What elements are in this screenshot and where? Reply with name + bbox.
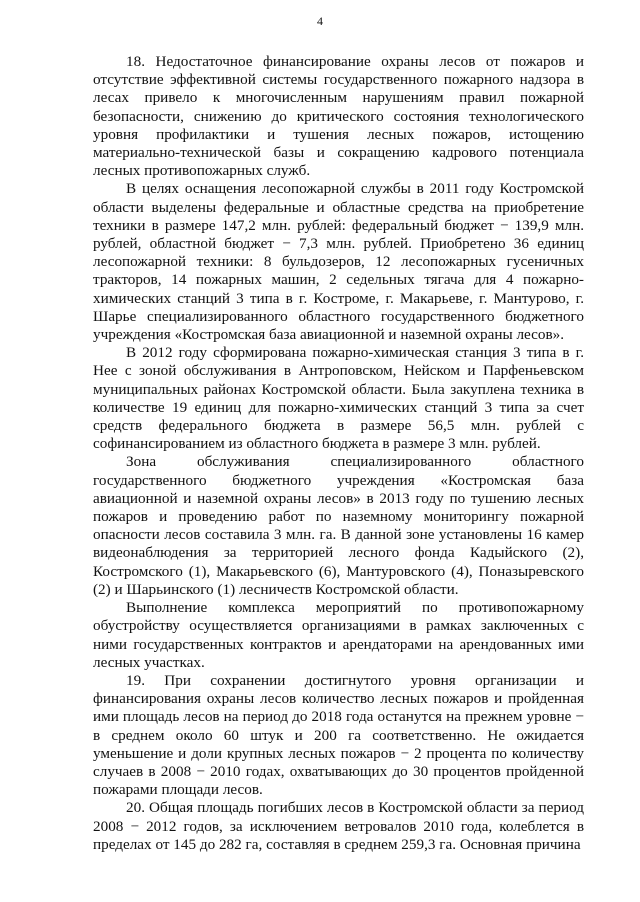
page-number: 4 — [317, 14, 323, 28]
paragraph-18: 18. Недостаточное финансирование охраны лесов от пожаров и отсутствие эффективной системы государственного пожарного надзора в лесах привело к многочисленным нарушениям правил пожарной безопасности, снижению до критического состояния технологического уровня профилактики и тушения лесных пожаров, истощению материально-технической базы и сокращению кадрового потенциала лесных противопожарных служб. — [93, 53, 584, 180]
paragraph-20: 20. Общая площадь погибших лесов в Костромской области за период 2008 − 2012 годов, за исключением ветровалов 2010 года, колеблется в пределах от 145 до 282 га, составляя в среднем 259,3 га. Основная причина — [93, 799, 584, 853]
paragraph-19: 19. При сохранении достигнутого уровня организации и финансирования охраны лесов количество лесных пожаров и пройденная ими площадь лесов на период до 2018 года останутся на прежнем уровне − в среднем около 60 штук и 200 га соответственно. Не ожидается уменьшение и доли крупных лесных пожаров − 2 процента по количеству случаев в 2008 − 2010 годах, охватывающих до 30 процентов пройденной пожарами площади лесов. — [93, 671, 584, 799]
paragraph-fire-prevention: Выполнение комплекса мероприятий по противопожарному обустройству осуществляется организациями в рамках заключенных с ними государственных контрактов и арендаторами на арендованных ими лесных участках. — [93, 599, 584, 671]
document-body — [93, 53, 584, 854]
paragraph-station-2012: В 2012 году сформирована пожарно-химическая станция 3 типа в г. Нее с зоной обслуживания в Антроповском, Нейском и Парфеньевском муниципальных районах Костромской области. Была закуплена техника в количестве 19 единиц для пожарно-химических станций 3 типа за счет средств федерального бюджета в размере 56,5 млн. рублей с софинансированием из областного бюджета в размере 3 млн. рублей. — [93, 344, 584, 453]
paragraph-equipment-2011: В целях оснащения лесопожарной службы в 2011 году Костромской области выделены федеральные и областные средства на приобретение техники в размере 147,2 млн. рублей: федеральный бюджет − 139,9 млн. рублей, областной бюджет − 7,3 млн. рублей. Приобретено 36 единиц лесопожарной техники: 8 бульдозеров, 12 лесопожарных гусеничных тракторов, 14 пожарных машин, 2 седельных тягача для 4 пожарно-химических станций 3 типа в г. Костроме, г. Макарьеве, г. Мантурово, г. Шарье специализированного областного государственного бюджетного учреждения «Костромская база авиационной и наземной охраны лесов». — [93, 180, 584, 344]
paragraph-service-zone: Зона обслуживания специализированного областного государственного бюджетного учреждения «Костромская база авиационной и наземной охраны лесов» в 2013 году по тушению лесных пожаров и проведению работ по наземному мониторингу пожарной опасности лесов составила 3 млн. га. В данной зоне установлены 16 камер видеонаблюдения за территорией лесного фонда Кадыйского (2), Костромского (1), Макарьевского (6), Мантуровского (4), Поназыревского (2) и Шарьинского (1) лесничеств Костромской области. — [93, 453, 584, 598]
